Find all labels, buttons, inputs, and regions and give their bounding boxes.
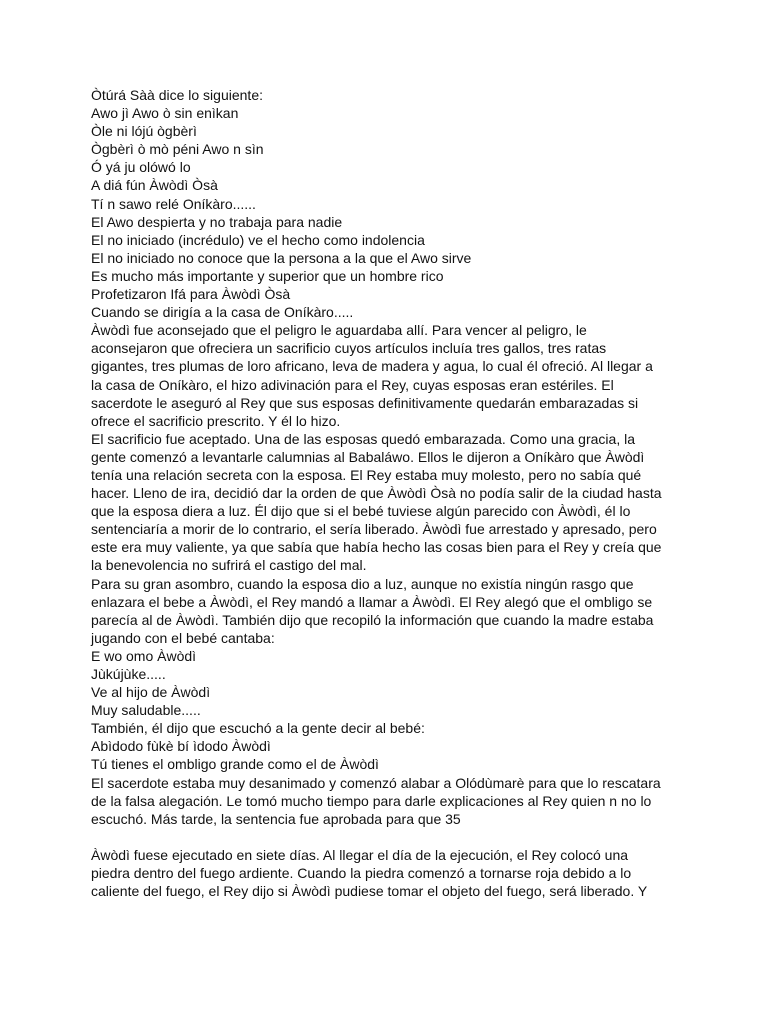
text-line: enlazara el bebe a Àwòdì, el Rey mandó a llamar a Àwòdì. El Rey alegó que el ombligo se xyxy=(91,593,653,610)
text-line: Tí n sawo relé Oníkàro...... xyxy=(91,195,256,212)
text-line: Tú tienes el ombligo grande como el de Àwòdì xyxy=(91,756,379,773)
text-line: tenía una relación secreta con la esposa. El Rey estaba muy molesto, pero no sabía qué xyxy=(91,466,642,483)
text-line: de la falsa alegación. Le tomó mucho tiempo para darle explicaciones al Rey quien n no lo xyxy=(91,792,652,809)
text-line: gente comenzó a levantarle calumnias al Babaláwo. Ellos le dijeron a Oníkàro que Àwòdì xyxy=(91,448,645,465)
text-line: El no iniciado (incrédulo) ve el hecho como indolencia xyxy=(91,231,425,248)
text-line: caliente del fuego, el Rey dijo si Àwòdì pudiese tomar el objeto del fuego, será liberado. Y xyxy=(91,883,648,900)
text-line: Ve al hijo de Àwòdì xyxy=(91,684,211,701)
text-line: sentenciaría a morir de lo contrario, el sería liberado. Àwòdì fue arrestado y apresado, pero xyxy=(91,521,657,538)
text-line: Òle ni lójú ògbèrì xyxy=(91,123,197,140)
text-line: este era muy valiente, ya que sabía que había hecho las cosas bien para el Rey y creía que xyxy=(91,539,662,556)
text-line: Ògbèrì ò mò péni Awo n sìn xyxy=(91,141,264,158)
text-line: E wo omo Àwòdì xyxy=(91,647,197,664)
text-line: Awo jì Awo ò sin enìkan xyxy=(91,105,239,122)
text-line: Jùkújùke..... xyxy=(91,666,166,682)
text-line: Cuando se dirigía a la casa de Oníkàro..... xyxy=(91,304,354,321)
text-line: Muy saludable..... xyxy=(91,702,201,719)
document-body-text xyxy=(91,86,731,900)
text-line: El sacerdote estaba muy desanimado y comenzó alabar a Olódùmarè para que lo rescatara xyxy=(91,774,661,791)
text-line: Àwòdì fue aconsejado que el peligro le aguardaba allí. Para vencer al peligro, le xyxy=(91,322,587,339)
text-line: que la esposa diera a luz. Él dijo que si el bebé tuviese algún parecido con Àwòdì, él lo xyxy=(91,503,631,520)
text-line: Ó yá ju olówó lo xyxy=(91,159,191,176)
text-line: El no iniciado no conoce que la persona a la que el Awo sirve xyxy=(91,249,472,266)
paragraph-gap xyxy=(91,828,731,846)
text-line: la casa de Oníkàro, el hizo adivinación para el Rey, cuyas esposas eran estériles. El xyxy=(91,376,614,393)
text-line: A diá fún Àwòdì Òsà xyxy=(91,177,218,194)
text-line: Profetizaron Ifá para Àwòdì Òsà xyxy=(91,286,291,303)
text-line: Àwòdì fuese ejecutado en siete días. Al llegar el día de la ejecución, el Rey colocó una xyxy=(91,846,629,863)
text-line: escuchó. Más tarde, la sentencia fue aprobada para que 35 xyxy=(91,810,461,827)
text-line: aconsejaron que ofreciera un sacrificio cuyos artículos incluía tres gallos, tres ratas xyxy=(91,340,607,357)
text-line: Para su gran asombro, cuando la esposa dio a luz, aunque no existía ningún rasgo que xyxy=(91,575,634,592)
text-line: jugando con el bebé cantaba: xyxy=(91,629,275,646)
text-line: También, él dijo que escuchó a la gente decir al bebé: xyxy=(91,720,425,737)
text-line: gigantes, tres plumas de loro africano, leva de madera y agua, lo cual él ofreció. Al llegar a xyxy=(91,358,653,375)
text-line: la benevolencia no sufrirá el castigo del mal. xyxy=(91,557,367,574)
text-line: ofrece el sacrificio prescrito. Y él lo hizo. xyxy=(91,412,341,429)
text-line: parecía al de Àwòdì. También dijo que recopiló la información que cuando la madre estaba xyxy=(91,611,654,628)
text-line: hacer. Lleno de ira, decidió dar la orden de que Àwòdì Òsà no podía salir de la ciudad hasta xyxy=(91,485,662,502)
text-line: piedra dentro del fuego ardiente. Cuando la piedra comenzó a tornarse roja debido a lo xyxy=(91,865,632,882)
text-line: El Awo despierta y no trabaja para nadie xyxy=(91,213,343,230)
text-line: Abìdodo fùkè bí ìdodo Àwòdì xyxy=(91,738,271,755)
text-line: Es mucho más importante y superior que un hombre rico xyxy=(91,267,444,284)
text-line: Òtúrá Sàà dice lo siguiente: xyxy=(91,87,263,103)
text-line: sacerdote le aseguró al Rey que sus esposas definitivamente quedarán embarazadas si xyxy=(91,394,639,411)
text-line: El sacrificio fue aceptado. Una de las esposas quedó embarazada. Como una gracia, la xyxy=(91,430,635,447)
